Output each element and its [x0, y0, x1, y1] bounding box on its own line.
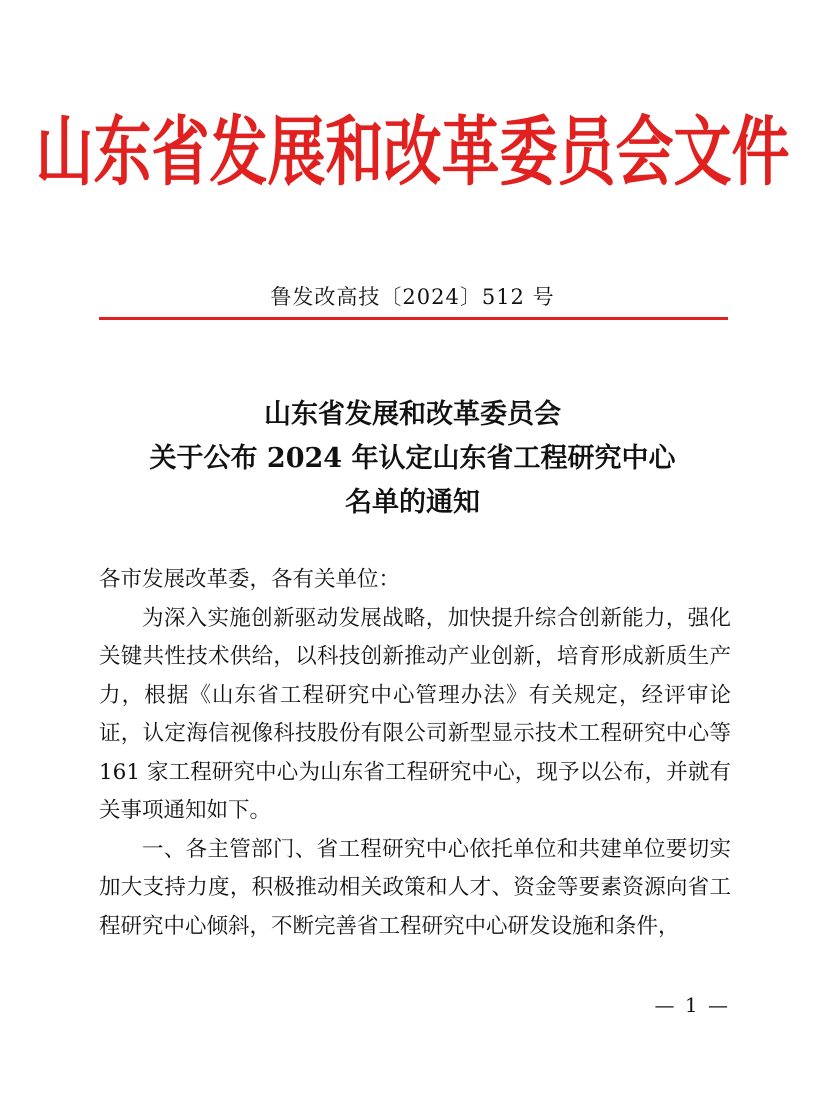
notice-body	[99, 561, 731, 946]
body-paragraph-1: 为深入实施创新驱动发展战略，加快提升综合创新能力，强化关键共性技术供给，以科技创新推动产业创新，培育形成新质生产力，根据《山东省工程研究中心管理办法》有关规定，经评审论证，认定海信视像科技股份有限公司新型显示技术工程研究中心等 161 家工程研究中心为山东省工程研究中心，现予以公布，并就有关事项通知如下。	[99, 605, 731, 823]
title-line-2: 关于公布 2024 年认定山东省工程研究中心	[149, 443, 676, 474]
salutation: 各市发展改革委，各有关单位：	[99, 567, 401, 592]
document-number: 鲁发改高技〔2024〕512 号	[270, 285, 555, 309]
notice-title	[0, 393, 825, 525]
title-line-3: 名单的通知	[345, 487, 480, 518]
body-paragraph-2: 一、各主管部门、省工程研究中心依托单位和共建单位要切实加大支持力度，积极推动相关政策和人才、资金等要素资源向省工程研究中心倾斜，不断完善省工程研究中心研发设施和条件，	[99, 836, 731, 939]
page-number: — 1 —	[654, 993, 730, 1017]
title-line-1: 山东省发展和改革委员会	[264, 399, 561, 430]
red-divider-rule	[99, 317, 728, 320]
document-masthead: 山东省发展和改革委员会文件	[35, 107, 790, 197]
